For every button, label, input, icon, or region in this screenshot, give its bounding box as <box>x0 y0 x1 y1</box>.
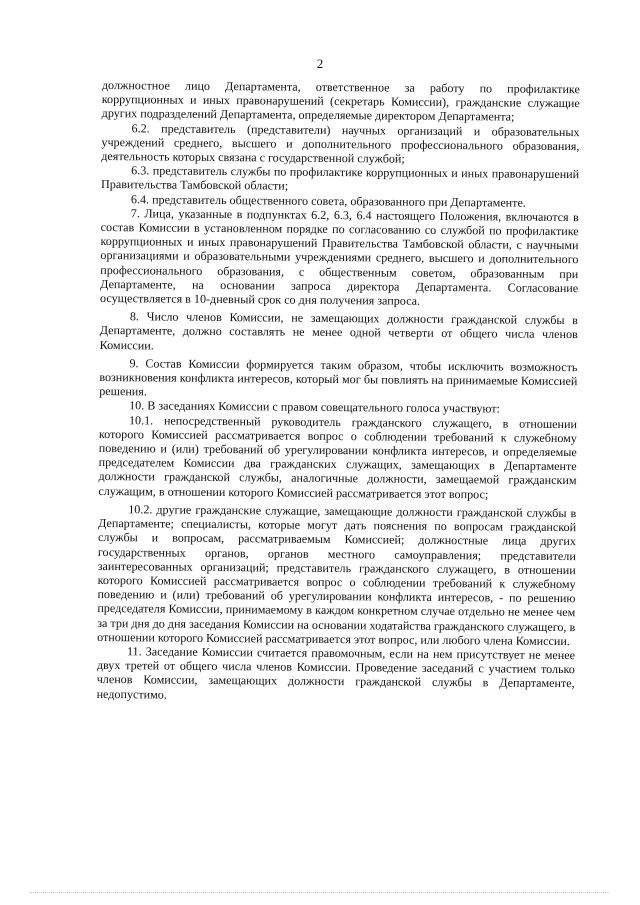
paragraph-10-2: 10.2. другие гражданские служащие, замещающие должности гражданской службы в Департаменте; специалисты, которые могут дать пояснения по вопросам гражданской службы и вопросам, рассматриваемым Комиссией; должностные лица других государственных органов, органов местного самоуправления; представители заинтересованных организаций; представитель гражданского служащего, в отношении которого Комиссией рассматривается вопрос о соблюдении требований к служебному поведению и (или) требований об урегулировании конфликта интересов, - по решению председателя Комиссии, принимаемому в каждом конкретном случае отдельно не менее чем за три дня до дня заседания Комиссии на основании ходатайства гражданского служащего, в отношении которого Комиссией рассматривается этот вопрос, или любого члена Комиссии. <box>97 502 577 648</box>
paragraph-9: 9. Состав Комиссии формируется таким образом, чтобы исключить возможность возникновения конфликта интересов, который мог бы повлиять на принимаемые Комиссией решения. <box>99 356 578 399</box>
paragraph-11: 11. Заседание Комиссии считается правомочным, если на нем присутствует не менее двух третей от общего числа членов Комиссии. Проведение заседаний с участием только членов Комиссии, замещающих должности гражданской службы в Департаменте, недопустимо. <box>96 644 576 702</box>
paragraph-6-3: 6.3. представитель службы по профилактике коррупционных и иных правонарушений Правительства Тамбовской области; <box>101 163 580 194</box>
paragraph-7: 7. Лица, указанные в подпунктах 6.2, 6.3, 6.4 настоящего Положения, включаются в состав Комиссии в установленном порядке по согласованию со службой по профилактике коррупционных и иных правонарушений Правительства Тамбовской области, с научными организациями и образовательными учреждениями среднего, высшего и дополнительного профессионального образования, с общественным советом, образованным при Департаменте, на основании запроса директора Департамента. Согласование осуществляется в 10-дневный срок со дня получения запроса. <box>100 206 579 308</box>
paragraph-8: 8. Число членов Комиссии, не замещающих должности гражданской службы в Департаменте, должно составлять не менее одной четверти от общего числа членов Комиссии. <box>99 309 578 353</box>
document-body <box>97 78 580 705</box>
paragraph-6-4: 6.4. представитель общественного совета, образованного при Департаменте. <box>130 191 526 210</box>
page-number: 2 <box>316 56 324 71</box>
paragraph-6-2: 6.2. представитель (представители) научных организаций и образовательных учреждений среднего, высшего и дополнительного профессионального образования, деятельность которых связана с государственной службой; <box>101 120 580 166</box>
paragraph-10-1: 10.1. непосредственный руководитель гражданского служащего, в отношении которого Комиссией рассматривается вопрос о соблюдении требований к служебному поведению и (или) требований об урегулировании конфликта интересов, и определяемые председателем Комиссии два гражданских служащих, замещающих в Департаменте должности гражданской службы, аналогичные должности, замещаемой гражданским служащим, в отношении которого Комиссией рассматривается этот вопрос; <box>98 412 578 502</box>
paragraph-10: 10. В заседаниях Комиссии с правом совещательного голоса участвуют: <box>129 398 500 416</box>
scan-artifact-line <box>30 892 610 895</box>
paragraph-continuation: должностное лицо Департамента, ответственное за работу по профилактике коррупционных и иных правонарушений (секретарь Комиссии), гражданские служащие других подразделений Департамента, определяемые директором Департамента; <box>101 78 580 125</box>
